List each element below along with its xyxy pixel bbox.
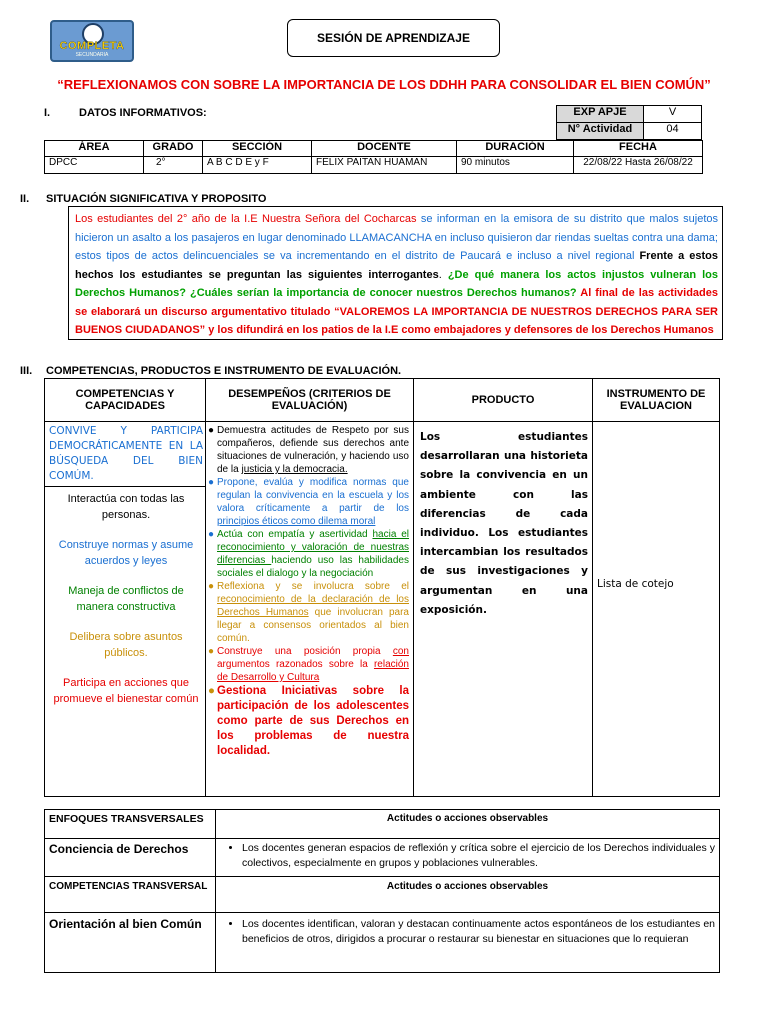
enfoques-actitudes-header: Actitudes o acciones observables (216, 810, 720, 839)
logo-text: COMPLETA (59, 40, 125, 52)
cell-duracion: 90 minutos (457, 157, 574, 174)
col-seccion: SECCIÓN (203, 141, 312, 157)
col-area: ÁREA (45, 141, 144, 157)
section-3-heading: COMPETENCIAS, PRODUCTOS E INSTRUMENTO DE EVALUACIÓN. (46, 365, 402, 377)
competencias-actitudes-header: Actitudes o acciones observables (216, 877, 720, 913)
capacity-3: Maneja de conflictos de manera constructiva (68, 585, 184, 613)
col-docente: DOCENTE (312, 141, 457, 157)
enfoque-bien-comun-description: • Los docentes identifican, valoran y destacan continuamente actos espontáneos de los estudiantes en beneficios de otros, dirigidos a procurar o restaurar su bienestar en situaciones que lo requieran (242, 917, 715, 947)
exp-value: V (644, 106, 702, 123)
situation-part-3: Frente a estos hechos los estudiantes se preguntan las siguientes interrogantes (75, 250, 718, 281)
enfoque-conciencia: Conciencia de Derechos (45, 839, 216, 877)
capacity-4: Delibera sobre asuntos públicos. (69, 631, 183, 659)
col-grado: GRADO (144, 141, 203, 157)
competencia-name: CONVIVE Y PARTICIPA DEMOCRÁTICAMENTE EN LA BÚSQUEDA DEL BIEN COMÚM. (45, 424, 205, 487)
exp-table (556, 105, 702, 140)
criterion-4: ● Reflexiona y se involucra sobre el reconocimiento de la declaración de los Derechos Humanos que involucran para llegar a consensos orientados al bien común. (208, 581, 409, 644)
enfoques-table (44, 809, 720, 973)
school-logo (50, 20, 134, 62)
competencias-transversal-header: COMPETENCIAS TRANSVERSAL (45, 877, 216, 913)
capacity-1: Interactúa con todas las personas. (67, 493, 185, 521)
criterion-5: ● Construye una posición propia con argumentos razonados sobre la relación de Desarrollo y Cultura (208, 646, 409, 683)
capacity-2: Construye normas y asume acuerdos y leyes (58, 539, 194, 567)
enfoque-bien-comun: Orientación al bien Común (45, 913, 216, 973)
header-instrumento: INSTRUMENTO DE EVALUACION (593, 379, 720, 422)
header-producto: PRODUCTO (414, 379, 593, 422)
activity-value: 04 (644, 123, 702, 140)
cell-area: DPCC (45, 157, 144, 174)
criterion-2: ● Propone, evalúa y modifica normas que regulan la convivencia en la escuela y los valora críticamente a partir de los principios éticos como dilema moral (208, 477, 409, 527)
situation-part-2: se informan en la emisora de su distrito que malos sujetos hicieron un asalto a los pasajeros en lugar denominado LLAMACANCHA en incluso quisieron dar riendas sueltas contra una dama; estos tipos de actos delincuenciales se va incrementando en el distrito de Paucará e incluso a nivel regional (75, 213, 718, 262)
datos-table (44, 140, 703, 174)
situation-purpose: Al final de las actividades se elaborará un discurso argumentativo titulado “VALOREMOS LA IMPORTANCIA DE NUESTROS DERECHOS PARA SER BUENOS CIUDADANOS” y los difundirá en los patios de la I.E como embajadores y defensores de los Derechos Humanos (75, 287, 718, 336)
bullet-icon: ● (208, 477, 215, 488)
page-title: “REFLEXIONAMOS CON SOBRE LA IMPORTANCIA DE LOS DDHH PARA CONSOLIDAR EL BIEN COMÚN” (57, 77, 711, 92)
situation-box (68, 206, 723, 340)
activity-label: N° Actividad (557, 123, 644, 140)
criterion-3: ● Actúa con empatía y asertividad hacia el reconocimiento y valoración de nuestras diferencias haciendo uso las habilidades sociales el dialogo y la negociación (208, 529, 410, 579)
bullet-icon: ● (208, 581, 215, 592)
bullet-icon: ● (208, 685, 215, 697)
section-2-heading: SITUACIÓN SIGNIFICATIVA Y PROPOSITO (46, 193, 267, 205)
session-label: SESIÓN DE APRENDIZAJE (287, 19, 500, 57)
section-2-number: II. (20, 193, 30, 205)
situation-part-4: . (438, 268, 448, 281)
section-1-number: I. (44, 107, 51, 119)
table-row (45, 157, 703, 174)
capacity-5: Participa en acciones que promueve el bienestar común (53, 677, 199, 705)
exp-label: EXP APJE (557, 106, 644, 123)
bullet-icon: ● (208, 646, 215, 657)
header-desempenos: DESEMPEÑOS (CRITERIOS DE EVALUACIÓN) (206, 379, 414, 422)
section-1-heading: DATOS INFORMATIVOS: (79, 107, 207, 119)
col-duracion: DURACIÓN (457, 141, 574, 157)
product-description: Los estudiantes desarrollaran una historieta sobre la convivencia en un ambiente con las diferencias de cada individuo. Los estudiantes intercambian los resultados de sus investigaciones y argumentan en una exposición. (420, 431, 588, 616)
bullet-icon: ● (208, 529, 215, 540)
header-competencias: COMPETENCIAS Y CAPACIDADES (45, 379, 206, 422)
criterion-1: ● Demuestra actitudes de Respeto por sus compañeros, defiende sus derechos ante situaciones de vulneración, y haciendo uso de la justicia y la democracia. (208, 425, 409, 475)
competencias-table (44, 378, 720, 797)
enfoque-conciencia-description: • Los docentes generan espacios de reflexión y crítica sobre el ejercicio de los Derechos individuales y colectivos, especialmente en grupos y poblaciones vulnerables. (242, 841, 715, 871)
logo-subtext: SECUNDARIA (75, 52, 109, 58)
instrument-value: Lista de cotejo (597, 578, 674, 590)
cell-seccion: A B C D E y F (203, 157, 312, 174)
situation-questions: ¿De qué manera los actos injustos vulneran los Derechos Humanos? ¿Cuáles serían la importancia de conocer nuestros Derechos humanos? (75, 268, 718, 299)
criterion-6: ● Gestiona Iniciativas sobre la participación de los adolescentes como parte de sus Derechos en los problemas de nuestra localidad. (208, 685, 409, 757)
situation-part-1: Los estudiantes del 2° año de la I.E Nuestra Señora del Cocharcas (75, 213, 417, 225)
criteria-list (208, 424, 409, 759)
enfoques-header: ENFOQUES TRANSVERSALES (45, 810, 216, 839)
bullet-icon: ● (208, 425, 215, 436)
cell-grado: 2° (144, 157, 203, 174)
cell-fecha: 22/08/22 Hasta 26/08/22 (574, 157, 703, 174)
section-3-number: III. (20, 365, 33, 377)
col-fecha: FECHA (574, 141, 703, 157)
cell-docente: FELIX PAITAN HUAMAN (312, 157, 457, 174)
